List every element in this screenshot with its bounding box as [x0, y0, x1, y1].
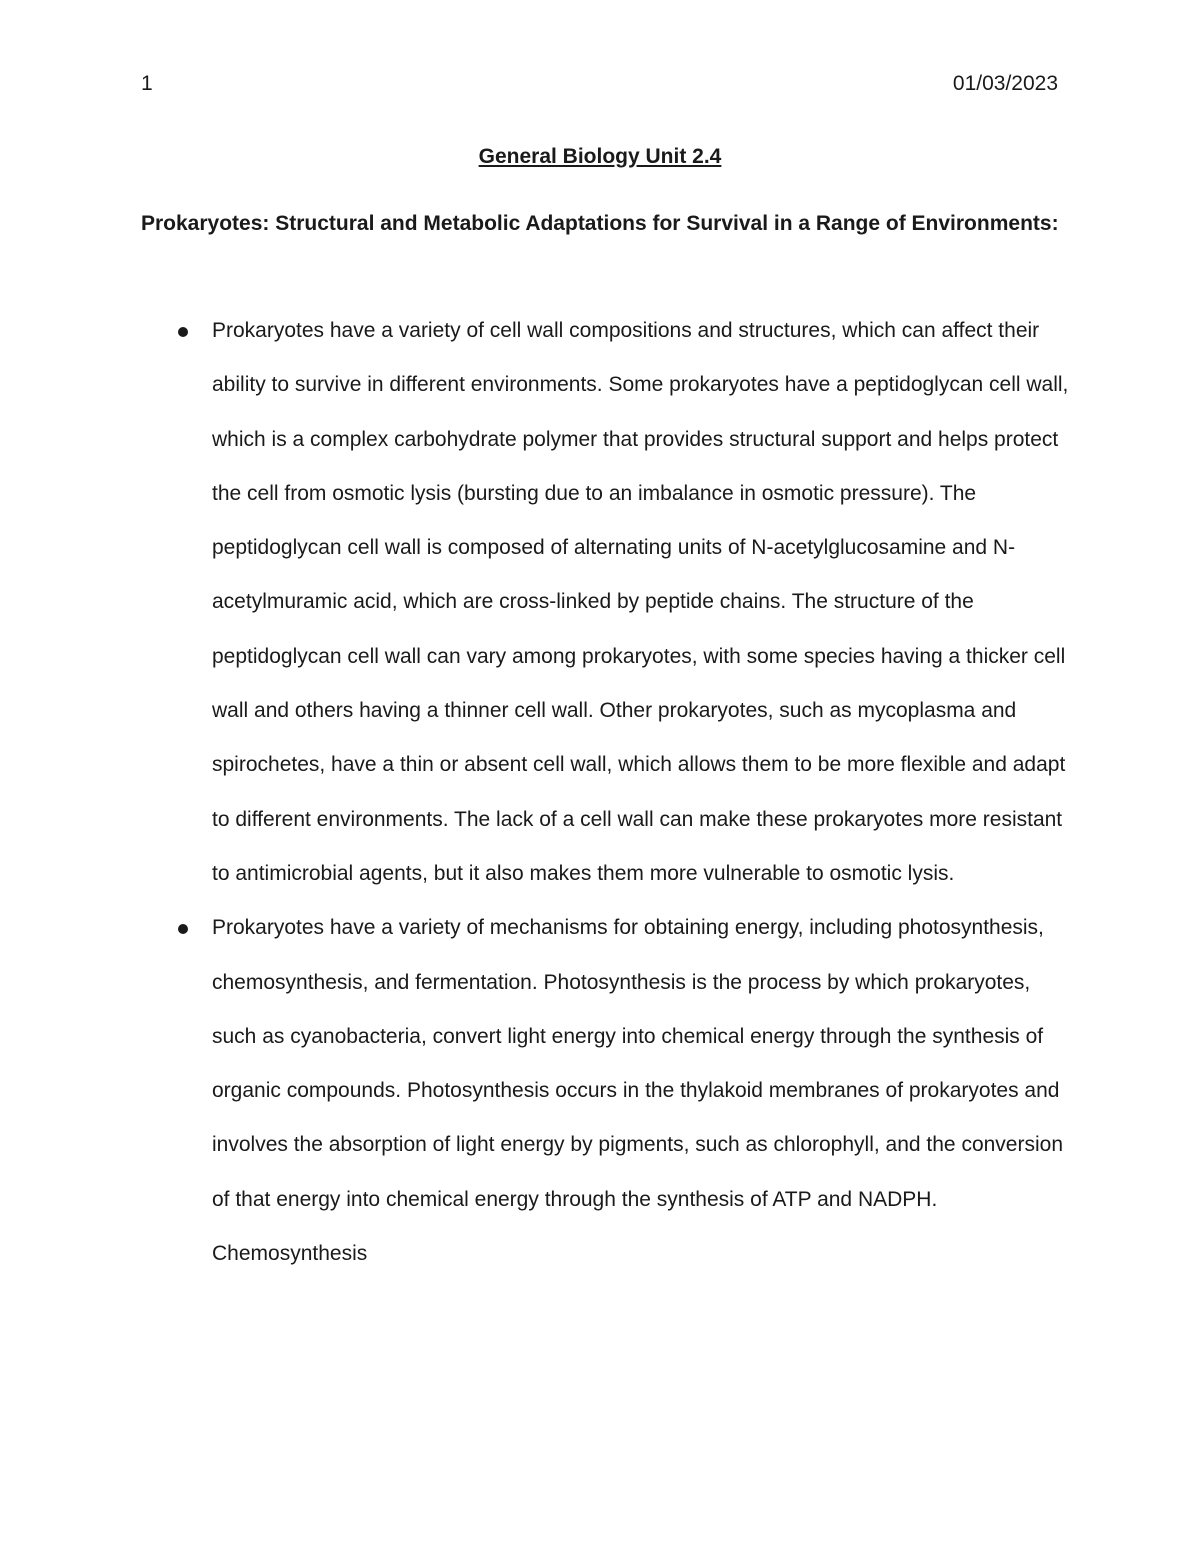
bullet-text: Prokaryotes have a variety of cell wall compositions and structures, which can affect their ability to survive in different environments. Some prokaryotes have a peptidoglycan cell wall, which is a complex carbohydrate polymer that provides structural support and helps protect the cell from osmotic lysis (bursting due to an imbalance in osmotic pressure). The peptidoglycan cell wall is composed of alternating units of N-acetylglucosamine and N-acetylmuramic acid, which are cross-linked by peptide chains. The structure of the peptidoglycan cell wall can vary among prokaryotes, with some species having a thicker cell wall and others having a thinner cell wall. Other prokaryotes, such as mycoplasma and spirochetes, have a thin or absent cell wall, which allows them to be more flexible and adapt to different environments. The lack of a cell wall can make these prokaryotes more resistant to antimicrobial agents, but it also makes them more vulnerable to osmotic lysis. — [212, 319, 1069, 885]
bullet-text: Prokaryotes have a variety of mechanisms for obtaining energy, including photosynthesis, chemosynthesis, and fermentation. Photosynthesis is the process by which prokaryotes, such as cyanobacteria, convert light energy into chemical energy through the synthesis of organic compounds. Photosynthesis occurs in the thylakoid membranes of prokaryotes and involves the absorption of light energy by pigments, such as chlorophyll, and the conversion of that energy into chemical energy through the synthesis of ATP and NADPH. Chemosynthesis — [212, 916, 1063, 1266]
header-page-number: 1 — [141, 72, 153, 95]
document-title: General Biology Unit 2.4 — [478, 145, 722, 168]
list-item — [141, 304, 1071, 901]
bullet-icon — [178, 924, 188, 934]
list-item — [141, 901, 1071, 1281]
bullet-icon — [178, 327, 188, 337]
bullet-list — [141, 304, 1071, 1281]
header-date: 01/03/2023 — [952, 72, 1058, 95]
section-heading: Prokaryotes: Structural and Metabolic Adaptations for Survival in a Range of Environments: — [141, 212, 1059, 235]
